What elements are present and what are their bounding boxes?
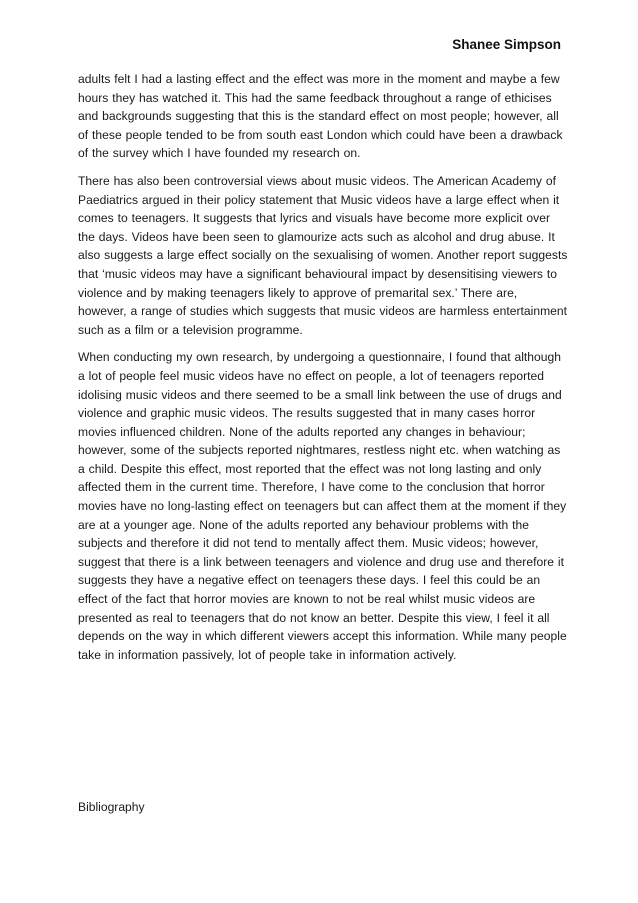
paragraph-1: adults felt I had a lasting effect and the effect was more in the moment and maybe a few hours they has watched it. This had the same feedback throughout a range of ethicises and backgrounds suggesting that this is the standard effect on most people; however, all of these people tended to be from south east London which could have been a drawback of the survey which I have founded my research on. bbox=[78, 72, 563, 161]
paragraph-2: There has also been controversial views about music videos. The American Academy of Paediatrics argued in their policy statement that Music videos have a large effect when it comes to teenagers. It suggests that lyrics and visuals have become more explicit over the days. Videos have been seen to glamourize acts such as alcohol and drug abuse. It also suggests a large effect socially on the sexualising of women. Another report suggests that ‘music videos may have a significant behavioural impact by desensitising viewers to violence and by making teenagers likely to approve of premarital sex.’ There are, however, a range of studies which suggests that music videos are harmless entertainment such as a film or a television programme. bbox=[78, 173, 568, 337]
paragraph-3: When conducting my own research, by undergoing a questionnaire, I found that although a lot of people feel music videos have no effect on people, a lot of teenagers reported idolising music videos and there seemed to be a small link between the use of drugs and violence and graphic music videos. The results suggested that in many cases horror movies influenced children. None of the adults reported any changes in behaviour; however, some of the subjects reported nightmares, restless night etc. when watching as a child. Despite this effect, most reported that the effect was not long lasting and only affected them in the current time. Therefore, I have come to the conclusion that horror movies have no long-lasting effect on teenagers but can affect them at the moment if they are at a younger age. None of the adults reported any behaviour problems with the subjects and therefore it did not tend to mentally affect them. Music videos; however, suggest that there is a link between teenagers and violence and drug use and therefore it suggests they have a negative effect on teenagers these days. I feel this could be an effect of the fact that horror movies are known to not be real whilst music videos are presented as real to teenagers that do not know an better. Despite this view, I feel it all depends on the way in which different viewers accept this information. While many people take in information passively, lot of people take in information actively. bbox=[78, 350, 567, 662]
author-header: Shanee Simpson bbox=[452, 37, 561, 52]
bibliography-heading: Bibliography bbox=[78, 800, 145, 814]
document-body bbox=[78, 70, 568, 673]
